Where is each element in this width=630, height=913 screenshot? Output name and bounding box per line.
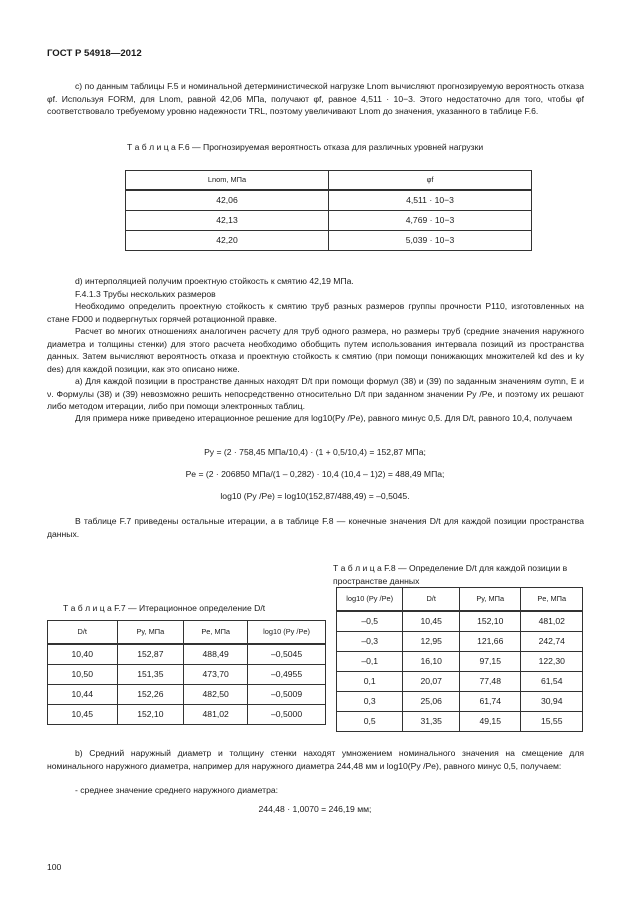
table-cell: 0,1 xyxy=(337,672,403,692)
table-cell: 152,10 xyxy=(117,705,184,725)
table-header-cell: φf xyxy=(329,171,532,191)
table-cell: 152,10 xyxy=(459,611,521,632)
table-cell: –0,1 xyxy=(337,652,403,672)
table-cell: 488,49 xyxy=(184,644,248,665)
table-header-cell: Pe, МПа xyxy=(184,621,248,645)
table-cell: 4,769 · 10−3 xyxy=(329,211,532,231)
formula-last: 244,48 · 1,0070 = 246,19 мм; xyxy=(258,804,372,814)
page-number: 100 xyxy=(47,862,62,872)
table-cell: 152,26 xyxy=(117,685,184,705)
table-cell: 25,06 xyxy=(403,692,460,712)
table-cell: 31,35 xyxy=(403,712,460,732)
table-cell: 42,20 xyxy=(126,231,329,251)
formula-py: Py = (2 · 758,45 МПа/10,4) · (1 + 0,5/10,4) = 152,87 МПа; xyxy=(204,447,426,457)
table-cell: 0,5 xyxy=(337,712,403,732)
table-header-cell: log10 (Py /Pe) xyxy=(248,621,326,645)
table-cell: 473,70 xyxy=(184,665,248,685)
table-f6-caption: Т а б л и ц а F.6 — Прогнозируемая вероятность отказа для различных уровней нагрузки xyxy=(127,142,484,152)
table-cell: 77,48 xyxy=(459,672,521,692)
table-cell: 15,55 xyxy=(521,712,583,732)
table-cell: –0,5009 xyxy=(248,685,326,705)
table-cell: 61,74 xyxy=(459,692,521,712)
paragraph-a: а) Для каждой позиции в пространстве данных находят D/t при помощи формул (38) и (39) по заданным значениям σymn, E и ν. Формулы (38) и (39) невозможно решить непосредственно относительно D/t при заданном значении Py /Pe, и поэтому их решают либо методом итерации, либо при помощи электронных таблиц. xyxy=(47,376,584,412)
table-cell: 10,45 xyxy=(48,705,118,725)
table-cell: 42,13 xyxy=(126,211,329,231)
table-cell: 10,45 xyxy=(403,611,460,632)
table-cell: 482,50 xyxy=(184,685,248,705)
table-cell: 10,50 xyxy=(48,665,118,685)
table-cell: 122,30 xyxy=(521,652,583,672)
table-cell: 121,66 xyxy=(459,632,521,652)
formula-pe: Pe = (2 · 206850 МПа/(1 – 0,282) · 10,4 (10,4 – 1)2) = 488,49 МПа; xyxy=(185,469,445,479)
table-header-cell: Py, МПа xyxy=(459,588,521,612)
paragraph-b: b) Средний наружный диаметр и толщину стенки находят умножением номинального значения на смещение для номинального наружного диаметра, например для наружного диаметра 244,48 мм и log10(Py /Pe), равного минус 0,5, получаем: xyxy=(47,748,584,771)
table-cell: 20,07 xyxy=(403,672,460,692)
table-f8 xyxy=(336,587,583,732)
table-cell: 0,3 xyxy=(337,692,403,712)
table-cell: 481,02 xyxy=(521,611,583,632)
paragraph-example: Для примера ниже приведено итерационное решение для log10(Py /Pe), равного минус 0,5. Для D/t, равного 10,4, получаем xyxy=(75,413,573,423)
table-cell: –0,4955 xyxy=(248,665,326,685)
paragraph-c: c) по данным таблицы F.5 и номинальной детерминистической нагрузке Lnom вычисляют прогнозируемую вероятность отказа φf. Используя FORM, для Lnom, равной 42,06 МПа, получают φf, равное 4,511 · 10−3. Этого недостаточно для того, чтобы φf соответствовало требуемому уровню надежности TRL, поэтому увеличивают Lnom до значения, указанного в таблице F.6. xyxy=(47,81,584,117)
table-f6 xyxy=(125,170,532,251)
table-cell: 4,511 · 10−3 xyxy=(329,190,532,211)
table-cell: –0,3 xyxy=(337,632,403,652)
table-header-cell: log10 (Py /Pe) xyxy=(337,588,403,612)
table-f7 xyxy=(47,620,326,725)
table-cell: 5,039 · 10−3 xyxy=(329,231,532,251)
table-header-cell: Py, МПа xyxy=(117,621,184,645)
table-cell: 151,35 xyxy=(117,665,184,685)
table-cell: 242,74 xyxy=(521,632,583,652)
table-cell: 61,54 xyxy=(521,672,583,692)
table-cell: 10,44 xyxy=(48,685,118,705)
table-f8-caption: Т а б л и ц а F.8 — Определение D/t для каждой позиции в пространстве данных xyxy=(333,563,568,586)
formula-log: log10 (Py /Pe) = log10(152,87/488,49) = –0,5045. xyxy=(220,491,410,501)
table-cell: –0,5045 xyxy=(248,644,326,665)
paragraph-need: Необходимо определить проектную стойкость к смятию труб разных размеров группы прочности Р110, изготовленных на стане FD00 и подвергнутых горячей ротационной правке. xyxy=(47,301,584,324)
table-f7-caption: Т а б л и ц а F.7 — Итерационное определение D/t xyxy=(63,603,266,613)
table-header-cell: Lnom, МПа xyxy=(126,171,329,191)
table-cell: 42,06 xyxy=(126,190,329,211)
table-cell: 30,94 xyxy=(521,692,583,712)
paragraph-table-ref: В таблице F.7 приведены остальные итерации, а в таблице F.8 — конечные значения D/t для каждой позиции пространства данных. xyxy=(47,516,584,539)
section-f413: F.4.1.3 Трубы нескольких размеров xyxy=(75,289,216,299)
table-cell: 16,10 xyxy=(403,652,460,672)
table-header-cell: D/t xyxy=(403,588,460,612)
table-cell: 152,87 xyxy=(117,644,184,665)
paragraph-calc: Расчет во многих отношениях аналогичен расчету для труб одного размера, но размеры труб (средние значения наружного диаметра и толщины стенки) для этого расчета необходимо обобщить путем использования интервала позиций из пространства данных. Затем вычисляют вероятность отказа и проектную стойкость к смятию (при помощи понижающих множителей kd des и ky des) для каждой позиции, как это описано ниже. xyxy=(47,326,584,374)
paragraph-dash: - среднее значение среднего наружного диаметра: xyxy=(75,785,279,795)
table-cell: –0,5 xyxy=(337,611,403,632)
document-header: ГОСТ Р 54918—2012 xyxy=(47,48,142,59)
table-cell: 97,15 xyxy=(459,652,521,672)
table-header-cell: D/t xyxy=(48,621,118,645)
table-cell: 481,02 xyxy=(184,705,248,725)
table-cell: 12,95 xyxy=(403,632,460,652)
paragraph-d: d) интерполяцией получим проектную стойкость к смятию 42,19 МПа. xyxy=(75,276,354,286)
table-cell: 10,40 xyxy=(48,644,118,665)
table-cell: 49,15 xyxy=(459,712,521,732)
table-cell: –0,5000 xyxy=(248,705,326,725)
table-header-cell: Pe, МПа xyxy=(521,588,583,612)
